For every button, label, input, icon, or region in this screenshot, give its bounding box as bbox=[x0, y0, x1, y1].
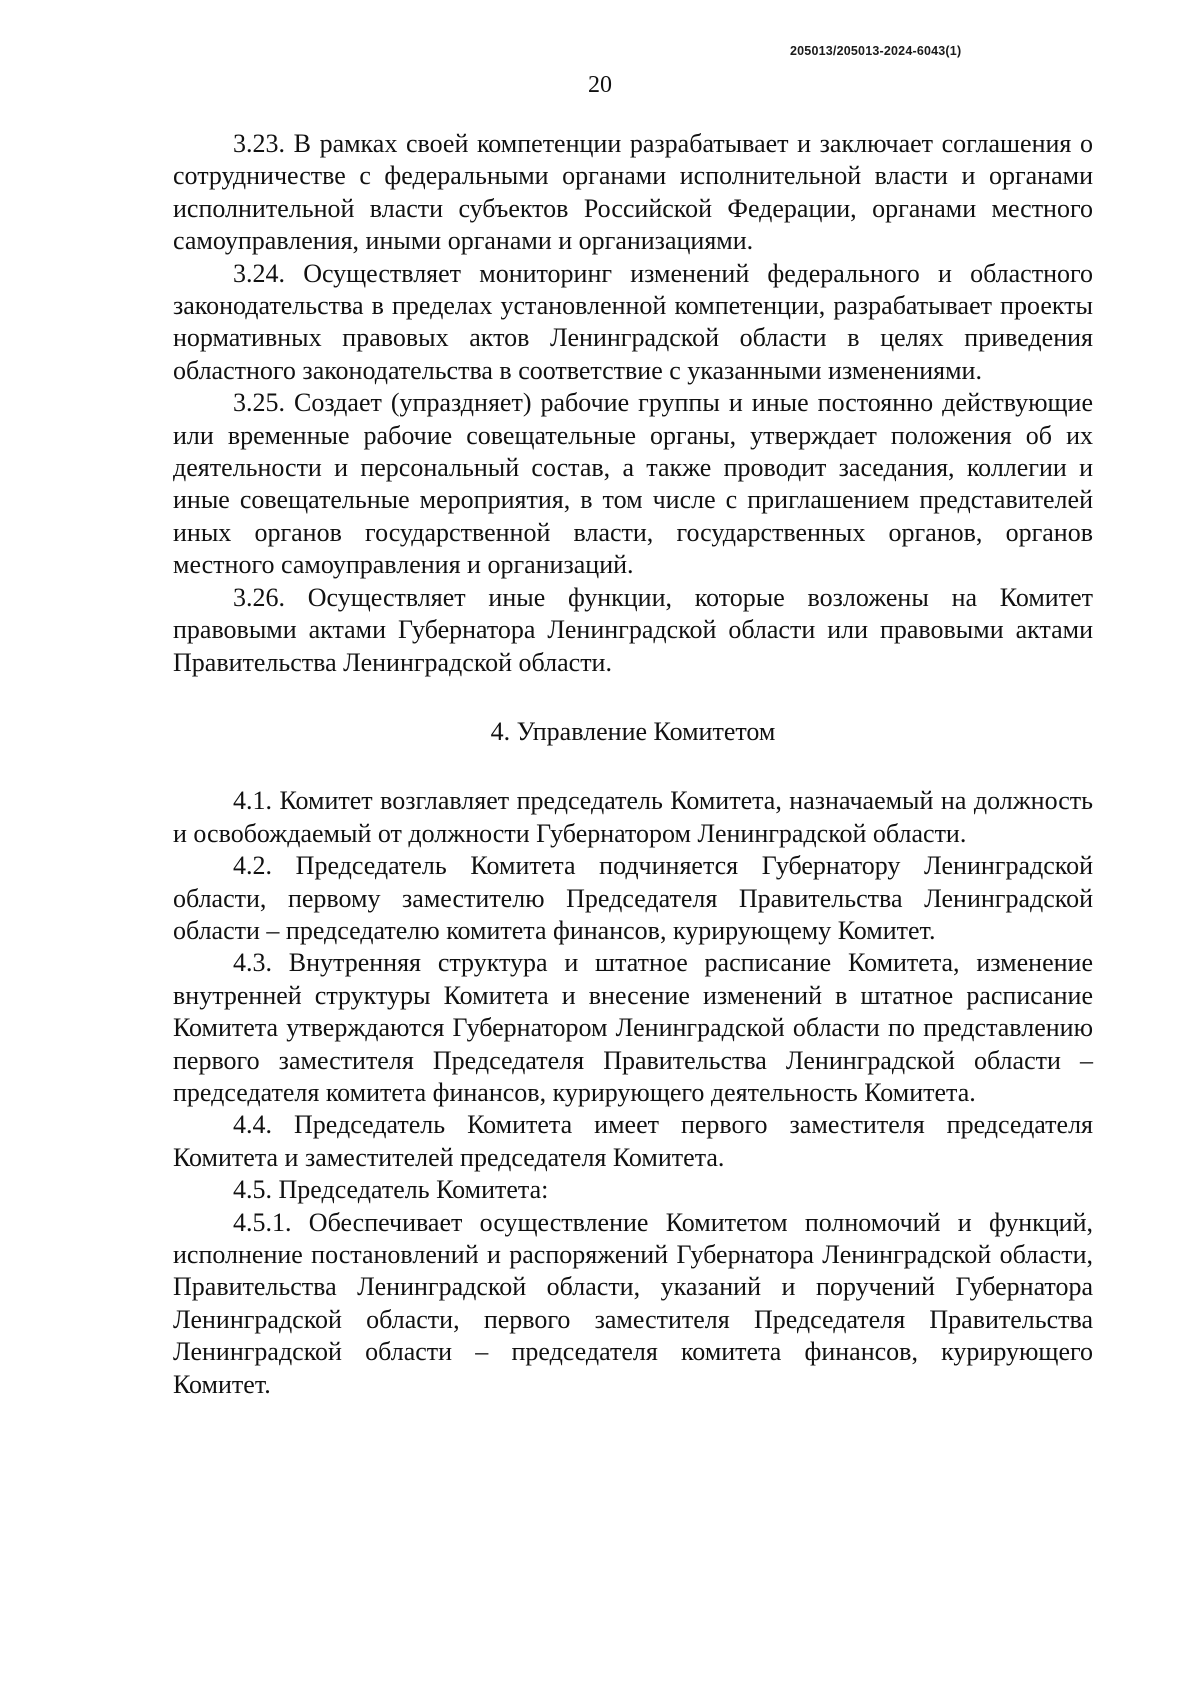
paragraph-3-25: 3.25. Создает (упраздняет) рабочие группы и иные постоянно действующие или временные рабочие совещательные органы, утверждает положения об их деятельности и персональный состав, а также проводит заседания, коллегии и иные совещательные мероприятия, в том числе с приглашением представителей иных органов государственной власти, государственных органов, органов местного самоуправления и организаций. bbox=[173, 388, 1093, 580]
paragraph-4-2: 4.2. Председатель Комитета подчиняется Губернатору Ленинградской области, первому заместителю Председателя Правительства Ленинградской области – председателю комитета финансов, курирующему Комитет. bbox=[173, 851, 1093, 945]
section-heading-4: 4. Управление Комитетом bbox=[490, 716, 776, 746]
paragraph-4-4: 4.4. Председатель Комитета имеет первого заместителя председателя Комитета и заместителей председателя Комитета. bbox=[173, 1110, 1093, 1172]
paragraph-3-26: 3.26. Осуществляет иные функции, которые возложены на Комитет правовыми актами Губернатора Ленинградской области или правовыми актами Правительства Ленинградской области. bbox=[173, 582, 1093, 677]
document-id: 205013/205013-2024-6043(1) bbox=[790, 44, 962, 58]
paragraph-4-5-1: 4.5.1. Обеспечивает осуществление Комитетом полномочий и функций, исполнение постановлений и распоряжений Губернатора Ленинградской области, Правительства Ленинградской области, указаний и поручений Губернатора Ленинградской области, первого заместителя Председателя Правительства Ленинградской области – председателя комитета финансов, курирующего Комитет. bbox=[173, 1207, 1093, 1399]
paragraph-4-5: 4.5. Председатель Комитета: bbox=[233, 1175, 549, 1205]
document-body bbox=[173, 128, 1093, 1401]
paragraph-3-23: 3.23. В рамках своей компетенции разрабатывает и заключает соглашения о сотрудничестве с федеральными органами исполнительной власти и органами исполнительной власти субъектов Российской Федерации, органами местного самоуправления, иными органами и организациями. bbox=[173, 129, 1093, 256]
page-number: 20 bbox=[588, 72, 612, 98]
paragraph-3-24: 3.24. Осуществляет мониторинг изменений федерального и областного законодательства в пределах установленной компетенции, разрабатывает проекты нормативных правовых актов Ленинградской области в целях приведения областного законодательства в соответствие с указанными изменениями. bbox=[173, 258, 1093, 385]
paragraph-4-3: 4.3. Внутренняя структура и штатное расписание Комитета, изменение внутренней структуры Комитета и внесение изменений в штатное расписание Комитета утверждаются Губернатором Ленинградской области по представлению первого заместителя Председателя Правительства Ленинградской области – председателя комитета финансов, курирующего деятельность Комитета. bbox=[173, 948, 1093, 1107]
paragraph-4-1: 4.1. Комитет возглавляет председатель Комитета, назначаемый на должность и освобождаемый от должности Губернатором Ленинградской области. bbox=[173, 786, 1093, 848]
